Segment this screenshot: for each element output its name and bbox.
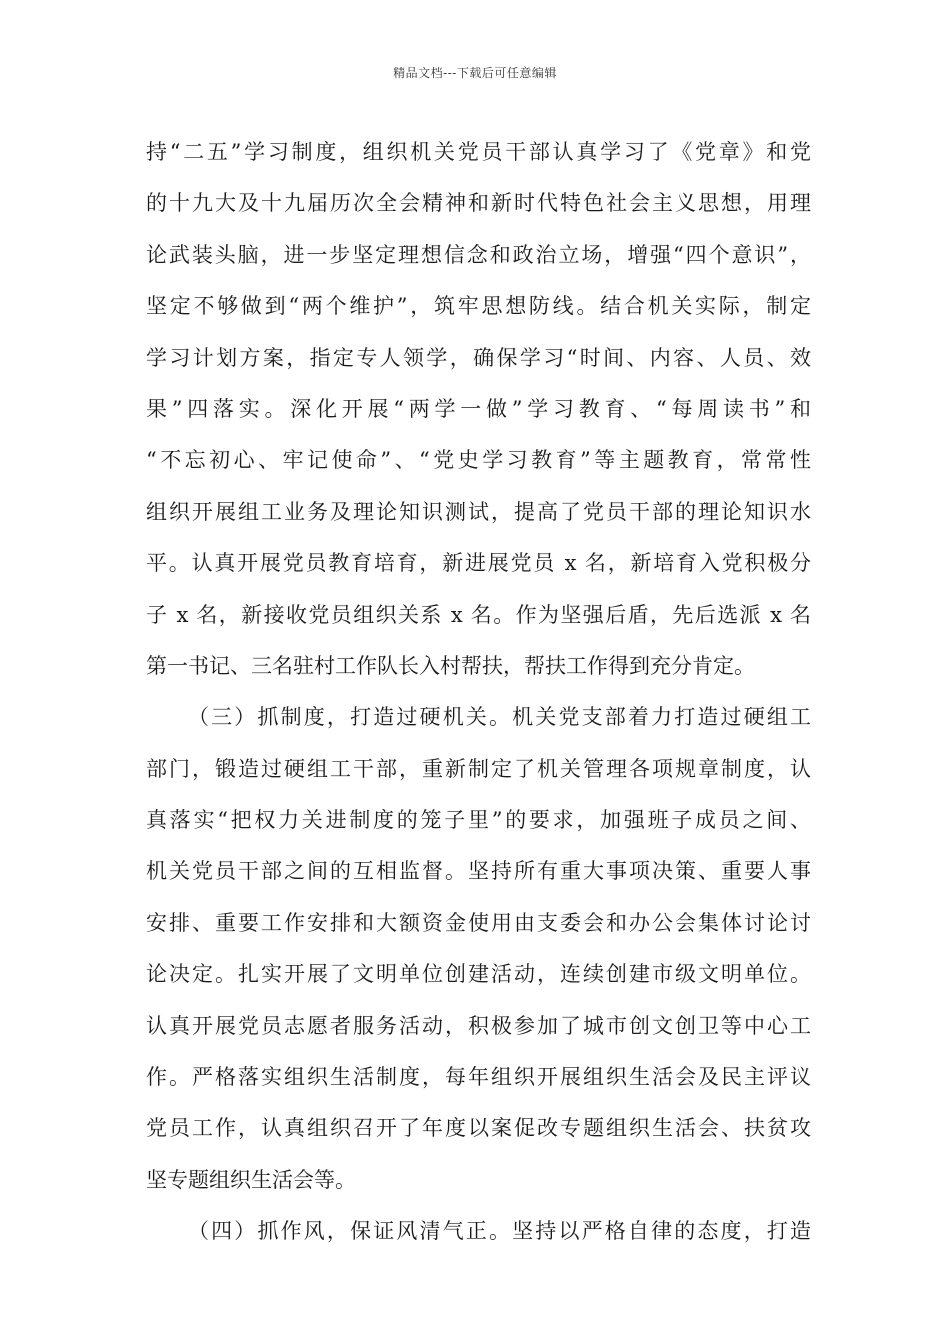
text-line: 论决定。扎实开展了文明单位创建活动，连续创建市级文明单位。 [146, 962, 811, 987]
text-line: 组织开展组工业务及理论知识测试，提高了党员干部的理论知识水 [146, 499, 811, 524]
page-header: 精品文档---下载后可任意编辑 [393, 66, 557, 80]
text-line: 学习计划方案，指定专人领学，确保学习“时间、内容、人员、效 [146, 345, 811, 370]
text-line: 机关党员干部之间的互相监督。坚持所有重大事项决策、重要人事 [146, 859, 811, 884]
text-line: 坚专题组织生活会等。 [146, 1167, 356, 1192]
text-line: 子 x 名，新接收党员组织关系 x 名。作为坚强后盾，先后选派 x 名 [146, 602, 811, 627]
text-line: （三）抓制度，打造过硬机关。机关党支部着力打造过硬组工 [188, 705, 811, 730]
text-line: “不忘初心、牢记使命”、“党史学习教育”等主题教育，常常性 [146, 448, 811, 473]
text-line: 坚定不够做到“两个维护”，筑牢思想防线。结合机关实际，制定 [146, 294, 811, 319]
text-line: 平。认真开展党员教育培育，新进展党员 x 名，新培育入党积极分 [146, 551, 811, 576]
text-line: 安排、重要工作安排和大额资金使用由支委会和办公会集体讨论讨 [146, 910, 811, 935]
text-line: 第一书记、三名驻村工作队长入村帮扶，帮扶工作得到充分肯定。 [146, 653, 755, 678]
text-line: 持“二五”学习制度，组织机关党员干部认真学习了《党章》和党 [146, 140, 811, 164]
text-line: （四）抓作风，保证风清气正。坚持以严格自律的态度，打造 [188, 1219, 811, 1244]
text-line: 作。严格落实组织生活制度，每年组织开展组织生活会及民主评议 [146, 1065, 811, 1090]
text-line: 认真开展党员志愿者服务活动，积极参加了城市创文创卫等中心工 [146, 1013, 811, 1038]
text-line: 果”四落实。深化开展“两学一做”学习教育、“每周读书”和 [146, 396, 811, 421]
text-line: 部门，锻造过硬组工干部，重新制定了机关管理各项规章制度，认 [146, 756, 811, 781]
document-body [146, 127, 811, 1258]
text-line: 的十九大及十九届历次全会精神和新时代特色社会主义思想，用理 [146, 191, 811, 216]
text-line: 论武装头脑，进一步坚定理想信念和政治立场，增强“四个意识”， [146, 242, 811, 267]
text-line: 党员工作，认真组织召开了年度以案促改专题组织生活会、扶贫攻 [146, 1116, 811, 1141]
text-line: 真落实“把权力关进制度的笼子里”的要求，加强班子成员之间、 [146, 808, 811, 833]
